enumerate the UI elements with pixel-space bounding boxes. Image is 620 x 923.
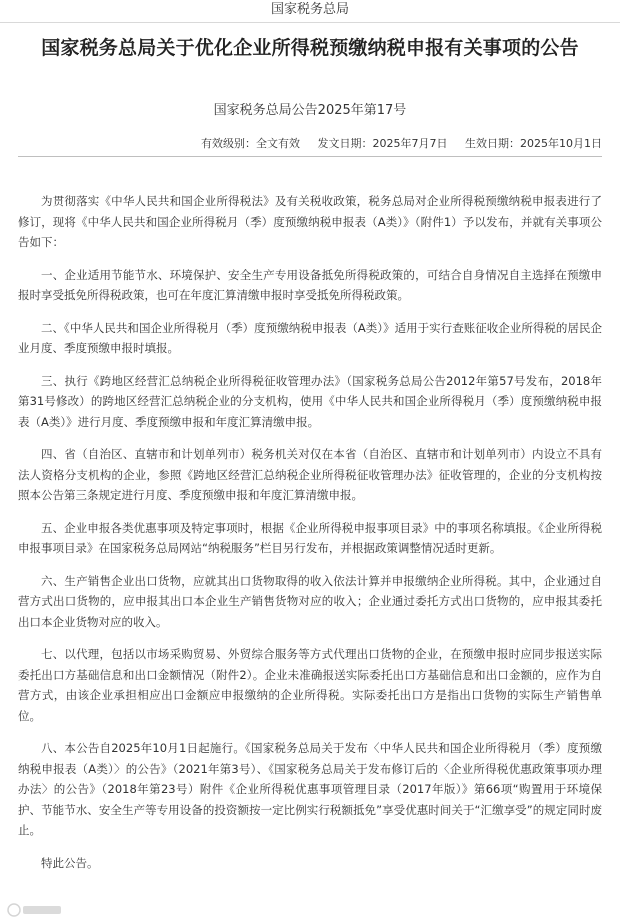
clause-7: 七、以代理，包括以市场采购贸易、外贸综合服务等方式代理出口货物的企业，在预缴申报时应同步报送实际委托出口方基础信息和出口金额情况（附件2）。企业未准确报送实际委托出口方基础信息和出口金额的，应作为自营方式，由该企业承担相应出口金额应申报缴纳的企业所得税。实际委托出口方是指出口货物的实际生产销售单位。 <box>18 647 602 723</box>
top-divider <box>0 22 620 23</box>
effective-date: 生效日期：2025年10月1日 <box>465 137 602 150</box>
clause-4: 四、省（自治区、直辖市和计划单列市）税务机关对仅在本省（自治区、直辖市和计划单列市）内设立不具有法人资格分支机构的企业，参照《跨地区经营汇总纳税企业所得税征收管理办法》征收管理的，企业的分支机构按照本公告第三条规定进行月度、季度预缴申报和年度汇算清缴申报。 <box>18 447 602 502</box>
clause-2: 二、《中华人民共和国企业所得税月（季）度预缴纳税申报表（A类）》适用于实行查账征收企业所得税的居民企业月度、季度预缴申报时填报。 <box>18 320 602 355</box>
document-meta <box>201 137 602 151</box>
closing-line: 特此公告。 <box>41 855 99 870</box>
watermark-logo-icon <box>6 900 66 920</box>
meta-divider <box>18 156 602 157</box>
announcement-body <box>18 191 602 885</box>
validity-level: 有效级别：全文有效 <box>201 137 300 150</box>
clause-6: 六、生产销售企业出口货物，应就其出口货物取得的收入依法计算并申报缴纳企业所得税。其中，企业通过自营方式出口货物的，应申报其出口本企业生产销售货物对应的收入；企业通过委托方式出口货物的，应申报其委托出口本企业货物对应的收入。 <box>18 573 602 629</box>
intro-paragraph: 为贯彻落实《中华人民共和国企业所得税法》及有关税收政策，税务总局对企业所得税预缴纳税申报表进行了修订，现将《中华人民共和国企业所得税月（季）度预缴纳税申报表（A类）》（附件1）予以发布，并就有关事项公告如下： <box>18 194 602 249</box>
clause-1: 一、企业适用节能节水、环境保护、安全生产专用设备抵免所得税政策的，可结合自身情况自主选择在预缴申报时享受抵免所得税政策，也可在年度汇算清缴申报时享受抵免所得税政策。 <box>18 267 602 302</box>
clause-8: 八、本公告自2025年10月1日起施行。《国家税务总局关于发布〈中华人民共和国企业所得税月（季）度预缴纳税申报表（A类）〉的公告》（2021年第3号）、《国家税务总局关于发布修订后的〈企业所得税优惠政策事项办理办法〉的公告》（2018年第23号）附件《企业所得税优惠事项管理目录（2017年版）》第66项“购置用于环境保护、节能节水、安全生产等专用设备的投资额按一定比例实行税额抵免”享受优惠时间关于“汇缴享受”的规定同时废止。 <box>18 741 602 837</box>
page-title: 国家税务总局关于优化企业所得税预缴纳税申报有关事项的公告 <box>41 37 579 59</box>
agency-name: 国家税务总局 <box>270 2 349 17</box>
clause-3: 三、执行《跨地区经营汇总纳税企业所得税征收管理办法》（国家税务总局公告2012年第57号发布，2018年第31号修改）的跨地区经营汇总纳税企业的分支机构，使用《中华人民共和国企业所得税月（季）度预缴纳税申报表（A类）》进行月度、季度预缴申报和年度汇算清缴申报。 <box>18 373 602 429</box>
issue-date: 发文日期：2025年7月7日 <box>317 137 448 150</box>
document-number: 国家税务总局公告2025年第17号 <box>213 103 407 118</box>
clause-5: 五、企业申报各类优惠事项及特定事项时，根据《企业所得税申报事项目录》中的事项名称填报。《企业所得税申报事项目录》在国家税务总局网站“纳税服务”栏目另行发布，并根据政策调整情况适时更新。 <box>18 520 602 555</box>
